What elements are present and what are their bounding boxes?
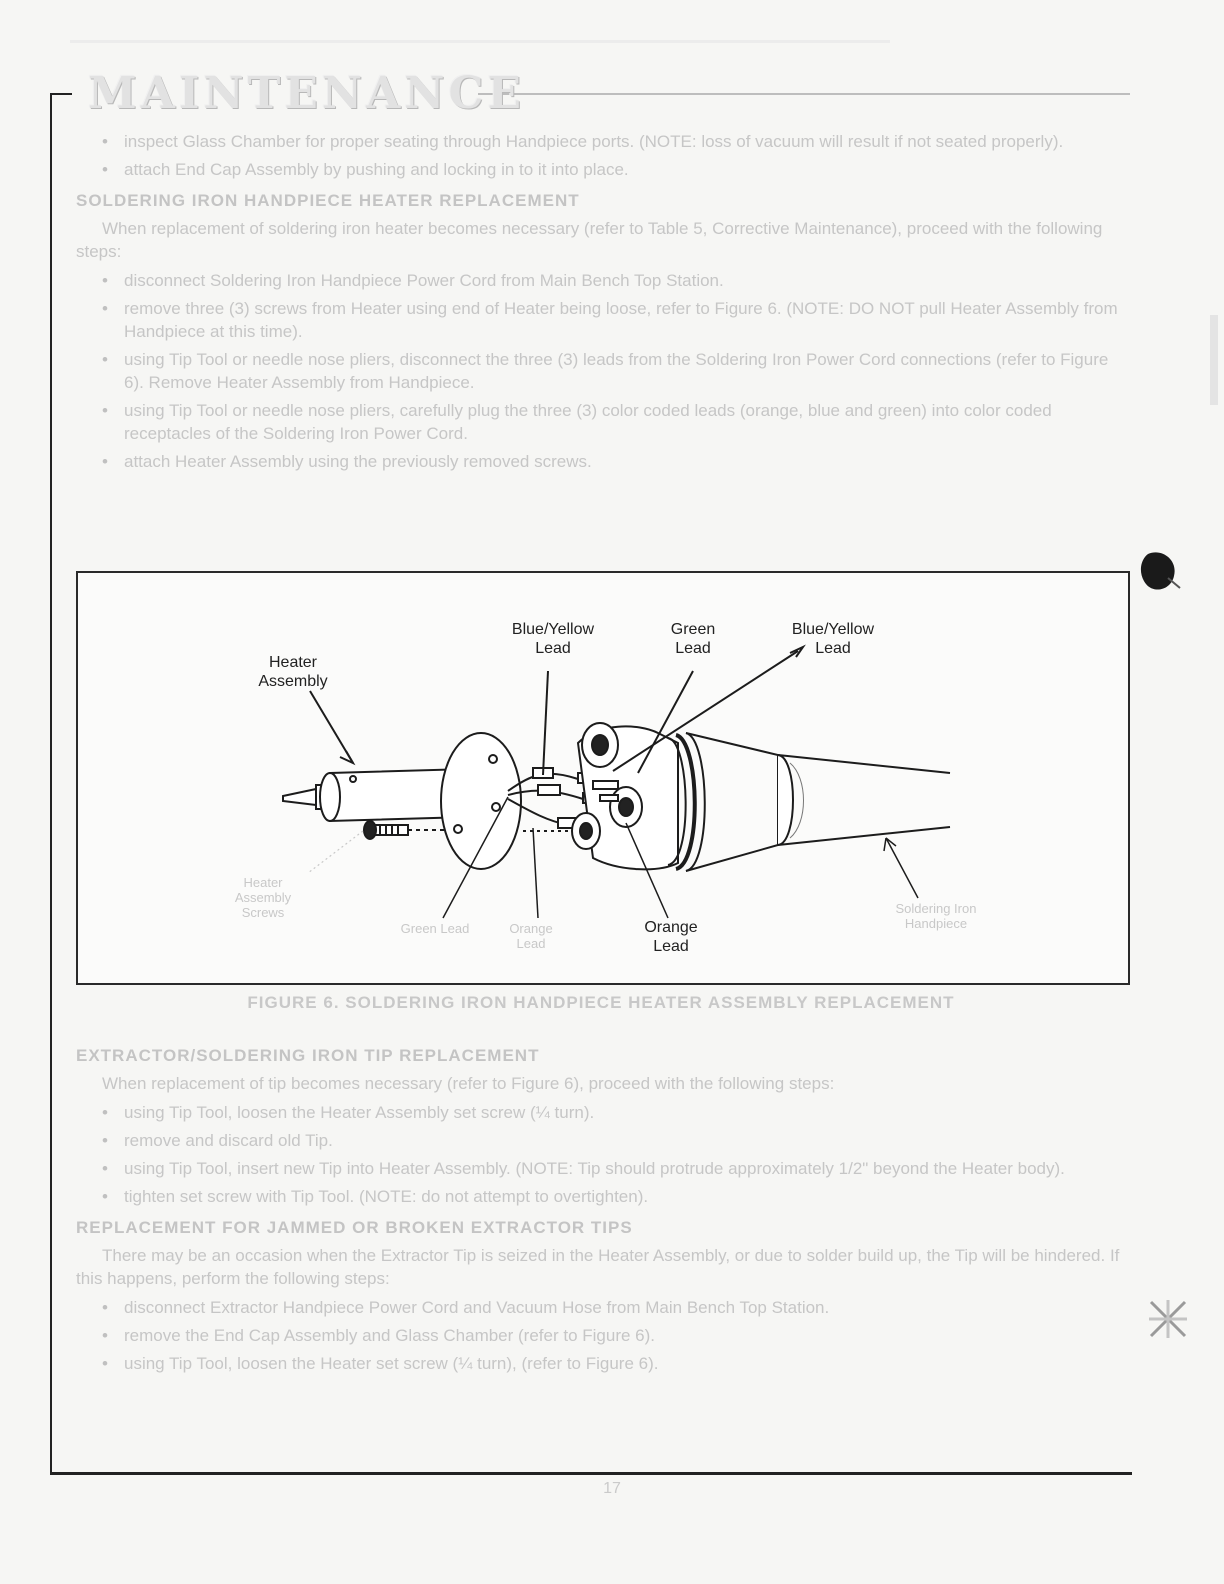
heater-intro: When replacement of soldering iron heater becomes necessary (refer to Table 5, Corrective Maintenance), proceed with the following steps: xyxy=(76,219,1103,261)
margin-registration-icon xyxy=(1145,1296,1191,1342)
tip-heading: EXTRACTOR/SOLDERING IRON TIP REPLACEMENT xyxy=(76,1046,540,1065)
list-item: • disconnect Soldering Iron Handpiece Power Cord from Main Bench Top Station. xyxy=(102,271,724,290)
figure-caption: FIGURE 6. SOLDERING IRON HANDPIECE HEATER ASSEMBLY REPLACEMENT xyxy=(247,993,955,1012)
label-blue-yellow-lead-2: Blue/Yellow Lead xyxy=(791,621,875,657)
list-item: • attach End Cap Assembly by pushing and locking in to it into place. xyxy=(102,160,629,179)
title-rule xyxy=(478,93,1130,95)
list-item: • using Tip Tool, loosen the Heater set screw (¼ turn), (refer to Figure 6). xyxy=(102,1354,659,1373)
list-item: • disconnect Extractor Handpiece Power Cord and Vacuum Hose from Main Bench Top Station. xyxy=(102,1298,830,1317)
page-number: 17 xyxy=(603,1480,621,1497)
label-heater-assembly-screws: Heater Assembly Screws xyxy=(234,875,292,920)
intro-steps xyxy=(76,130,1128,181)
label-heater-assembly: Heater Assembly xyxy=(258,654,328,690)
margin-tab-mark xyxy=(1198,315,1218,405)
list-item: • using Tip Tool, loosen the Heater Assembly set screw (¼ turn). xyxy=(102,1103,595,1122)
figure-6 xyxy=(76,571,1130,985)
list-item: • using Tip Tool, insert new Tip into Heater Assembly. (NOTE: Tip should protrude approximately 1/2" beyond the Heater body). xyxy=(102,1159,1065,1178)
label-green-lead-bottom: Green Lead xyxy=(400,921,470,936)
list-item: • remove the End Cap Assembly and Glass Chamber (refer to Figure 6). xyxy=(102,1326,656,1345)
list-item: • remove and discard old Tip. xyxy=(102,1131,333,1150)
margin-blot-icon xyxy=(1138,548,1182,596)
list-item: • attach Heater Assembly using the previously removed screws. xyxy=(102,452,592,471)
jammed-heading: REPLACEMENT FOR JAMMED OR BROKEN EXTRACTOR TIPS xyxy=(76,1218,633,1237)
list-item: • remove three (3) screws from Heater using end of Heater being loose, refer to Figure 6. (NOTE: DO NOT pull Heater Assembly from Handpiece at this time). xyxy=(102,299,1118,341)
label-orange-lead: Orange Lead xyxy=(644,919,698,955)
list-item: • using Tip Tool or needle nose pliers, carefully plug the three (3) color coded leads (orange, blue and green) into color coded receptacles of the Soldering Iron Power Cord. xyxy=(102,401,1052,443)
tip-intro: When replacement of tip becomes necessary (refer to Figure 6), proceed with the following steps: xyxy=(102,1074,835,1093)
frame-left-rule xyxy=(50,93,52,1475)
faint-header-line xyxy=(70,40,890,43)
section-title: MAINTENANCE xyxy=(88,68,526,119)
lower-content xyxy=(76,1036,1128,1381)
frame-top-tick xyxy=(50,93,72,95)
list-item: • tighten set screw with Tip Tool. (NOTE: do not attempt to overtighten). xyxy=(102,1187,649,1206)
label-green-lead-top: Green Lead xyxy=(670,621,716,657)
tip-steps xyxy=(76,1101,1128,1208)
frame-bottom-rule xyxy=(50,1472,1132,1475)
label-blue-yellow-lead-1: Blue/Yellow Lead xyxy=(511,621,595,657)
jammed-intro: There may be an occasion when the Extractor Tip is seized in the Heater Assembly, or due to solder build up, the Tip will be hindered. If this happens, perform the following steps: xyxy=(76,1246,1120,1288)
heater-heading: SOLDERING IRON HANDPIECE HEATER REPLACEMENT xyxy=(76,191,580,210)
upper-content xyxy=(76,130,1128,479)
heater-steps xyxy=(76,269,1128,473)
jammed-steps xyxy=(76,1296,1128,1375)
label-orange-lead-faint: Orange Lead xyxy=(509,921,553,951)
label-soldering-iron-handpiece: Soldering Iron Handpiece xyxy=(895,901,977,931)
list-item: • using Tip Tool or needle nose pliers, disconnect the three (3) leads from the Soldering Iron Power Cord connections (refer to Figure 6). Remove Heater Assembly from Handpiece. xyxy=(102,350,1109,392)
list-item: • inspect Glass Chamber for proper seating through Handpiece ports. (NOTE: loss of vacuum will result if not seated properly). xyxy=(102,132,1064,151)
